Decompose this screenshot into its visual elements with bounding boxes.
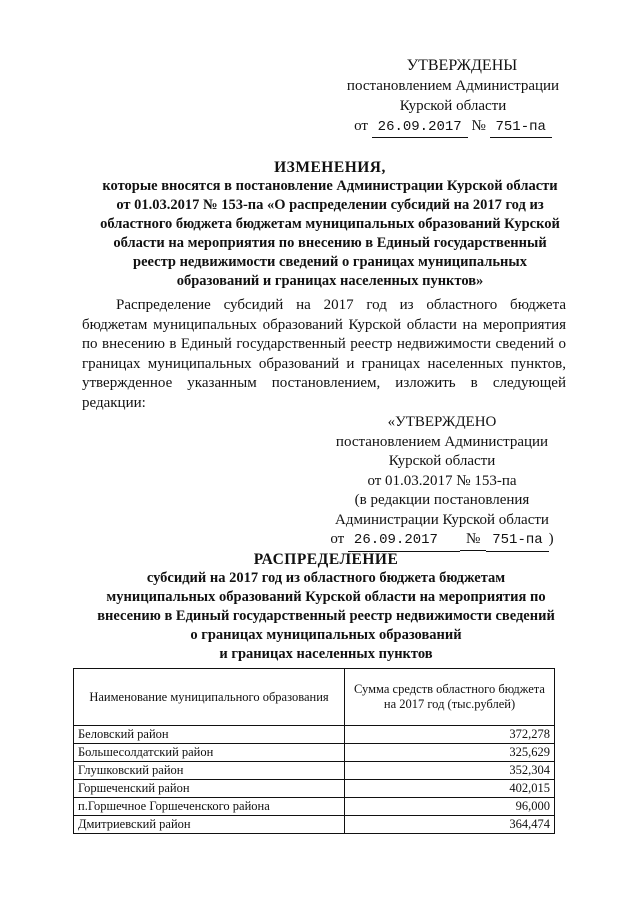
changes-line: от 01.03.2017 № 153-па «О распределении субсидий на 2017 год из bbox=[116, 197, 544, 213]
distribution-line: муниципальных образований Курской области на мероприятия по bbox=[106, 589, 546, 605]
distribution-heading bbox=[96, 550, 556, 664]
changes-heading bbox=[80, 158, 580, 291]
approval-block bbox=[333, 56, 573, 138]
distribution-line: о границах муниципальных образований bbox=[190, 627, 462, 643]
distribution-line: субсидий на 2017 год из областного бюджета бюджетам bbox=[146, 570, 506, 586]
approval2-close: ) bbox=[548, 531, 554, 547]
changes-line: образований и границах населенных пунктов» bbox=[176, 273, 484, 289]
municipality-name: Беловский район bbox=[74, 726, 345, 744]
subsidy-amount: 364,474 bbox=[345, 816, 555, 834]
approval2-line: от 01.03.2017 № 153-па bbox=[367, 472, 517, 489]
changes-line: которые вносятся в постановление Администрации Курской области bbox=[102, 178, 558, 194]
approval-number: 751-па bbox=[490, 117, 552, 138]
approval2-line: Администрации Курской области bbox=[335, 511, 549, 528]
table-header-row bbox=[74, 669, 555, 726]
approval-date: 26.09.2017 bbox=[372, 117, 468, 138]
subsidy-amount: 96,000 bbox=[345, 798, 555, 816]
table-row bbox=[74, 780, 555, 798]
distribution-line: внесению в Единый государственный реестр недвижимости сведений bbox=[97, 608, 555, 624]
column-header-municipality: Наименование муниципального образования bbox=[74, 669, 345, 726]
municipality-name: п.Горшечное Горшеченского района bbox=[74, 798, 345, 816]
approval2-number: 751-па bbox=[486, 531, 548, 552]
approval2-date-line bbox=[322, 530, 562, 552]
approval2-line: Курской области bbox=[388, 453, 496, 469]
approval2-number-label: № bbox=[460, 530, 486, 551]
column-header-amount: Сумма средств областного бюджета на 2017 год (тыс.рублей) bbox=[345, 669, 555, 726]
subsidy-amount: 402,015 bbox=[345, 780, 555, 798]
municipality-name: Дмитриевский район bbox=[74, 816, 345, 834]
table-row bbox=[74, 744, 555, 762]
approval-date-line bbox=[333, 116, 573, 138]
approval-title: УТВЕРЖДЕНЫ bbox=[406, 57, 518, 74]
approval-authority: постановлением Администрации bbox=[346, 78, 560, 94]
approval-block-2 bbox=[322, 413, 562, 552]
distribution-title: РАСПРЕДЕЛЕНИЕ bbox=[253, 551, 399, 568]
subsidy-amount: 325,629 bbox=[345, 744, 555, 762]
approval2-date: 26.09.2017 bbox=[348, 531, 460, 552]
municipality-name: Горшеченский район bbox=[74, 780, 345, 798]
body-paragraph: Распределение субсидий на 2017 год из областного бюджета бюджетам муниципальных образований Курской области на мероприятия по внесению в Единый государственный реестр недвижимости сведений о границах муниципальных образований и границах населенных пунктов, утвержденное указанным постановлением, изложить в следующей редакции: bbox=[82, 297, 566, 411]
changes-line: реестр недвижимости сведений о границах муниципальных bbox=[133, 254, 527, 270]
approval2-line: (в редакции постановления bbox=[354, 492, 530, 508]
changes-title: ИЗМЕНЕНИЯ, bbox=[274, 159, 386, 176]
municipality-name: Глушковский район bbox=[74, 762, 345, 780]
approval2-from-label: от bbox=[330, 531, 345, 547]
approval2-line: постановлением Администрации bbox=[335, 433, 549, 450]
distribution-line: и границах населенных пунктов bbox=[219, 646, 433, 662]
subsidy-amount: 372,278 bbox=[345, 726, 555, 744]
table-row bbox=[74, 816, 555, 834]
changes-line: областного бюджета бюджетам муниципальных образований Курской bbox=[100, 216, 560, 232]
approval-region: Курской области bbox=[399, 98, 507, 114]
table-row bbox=[74, 798, 555, 816]
approval-number-label: № bbox=[471, 118, 486, 134]
municipality-name: Большесолдатский район bbox=[74, 744, 345, 762]
subsidy-amount: 352,304 bbox=[345, 762, 555, 780]
subsidy-table bbox=[73, 668, 555, 834]
approval2-title: «УТВЕРЖДЕНО bbox=[387, 414, 497, 430]
changes-line: области на мероприятия по внесению в Единый государственный bbox=[113, 235, 547, 251]
approval-from-label: от bbox=[354, 118, 368, 134]
table-row bbox=[74, 762, 555, 780]
table-row bbox=[74, 726, 555, 744]
